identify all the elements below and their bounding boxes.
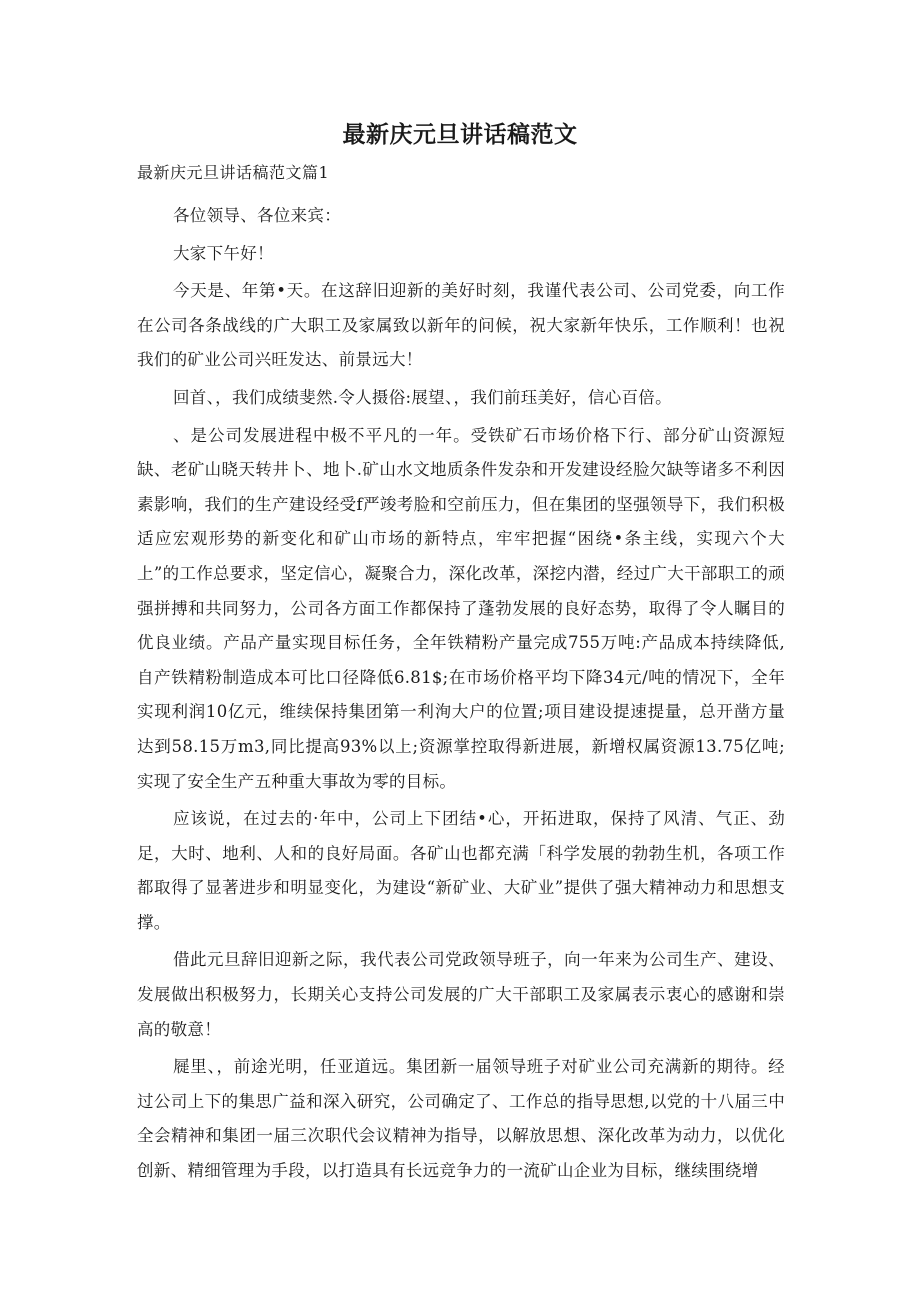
section-heading: 最新庆元旦讲话稿范文篇1 (137, 163, 330, 182)
greeting-paragraph: 大家下午好！ (173, 243, 274, 263)
body-paragraph: 今天是、年第•天。在这辞旧迎新的美好时刻，我谨代表公司、公司党委，向工作在公司各条战线的广大职工及家属致以新年的问候，祝大家新年快乐，工作顺利！也祝我们的矿业公司兴旺发达、前景远大！ (137, 281, 785, 370)
salutation-paragraph: 各位领导、各位来宾： (173, 206, 341, 225)
document-body (137, 199, 785, 1192)
body-paragraph: 回首、，我们成绩斐然.令人摄俗:展望、，我们前珏美好，信心百倍。 (173, 387, 672, 407)
body-paragraph: 屣里、，前途光明，任亚道远。集团新一届领导班子对矿业公司充满新的期待。经过公司上下的集思广益和深入研究，公司确定了、工作总的指导思想,以党的十八届三中全会精神和集团一届三次职代会议精神为指导，以解放思想、深化改革为动力，以优化创新、精细管理为手段，以打造具有长远竞争力的一流矿山企业为目标，继续围绕增 (137, 1057, 785, 1181)
document-title: 最新庆元旦讲话稿范文 (342, 122, 578, 148)
body-paragraph: 、是公司发展进程中极不平凡的一年。受铁矿石市场价格下行、部分矿山资源短缺、老矿山晓天转井卜、地卜.矿山水文地质条件发杂和开发建设经脸欠缺等诸多不利因素影响，我们的生产建设经受f严竣考脸和空前压力，但在集团的坚强领导下，我们积极适应宏观形势的新变化和矿山市场的新特点，牢牢把握“困绕•条主线，实现六个大上”的工作总要求，坚定信心，凝聚合力，深化改革，深挖内潜，经过广大干部职工的顽强拼搏和共同努力，公司各方面工作都保持了蓬勃发展的良好态势，取得了令人瞩目的优良业绩。产品产量实现目标任务，全年铁精粉产量完成755万吨:产品成本持续降低,自产铁精粉制造成本可比口径降低6.81$;在市场价格平均下降34元/吨的情况下，全年实现利润10亿元，维续保持集团第一利洵大户的位置;项目建设提速提量，总开凿方量达到58.15万m3,同比提高93%以上;资源掌控取得新进展，新增权属资源13.75亿吨;实现了安全生产五种重大事故为零的目标。 (137, 425, 785, 791)
body-paragraph: 借此元旦辞旧迎新之际，我代表公司党政领导班子，向一年来为公司生产、建设、发展做出积极努力，长期关心支持公司发展的广大干部职工及家属表示衷心的感谢和崇高的敬意！ (137, 950, 785, 1039)
body-paragraph: 应该说，在过去的·年中，公司上下团结•心，开拓进取，保持了风清、气正、劲足，大时、地利、人和的良好局面。各矿山也都充满「科学发展的勃勃生机，各项工作都取得了显著进步和明显变化，为建设“新矿业、大矿业”提供了强大精神动力和思想支撑。 (137, 809, 785, 932)
